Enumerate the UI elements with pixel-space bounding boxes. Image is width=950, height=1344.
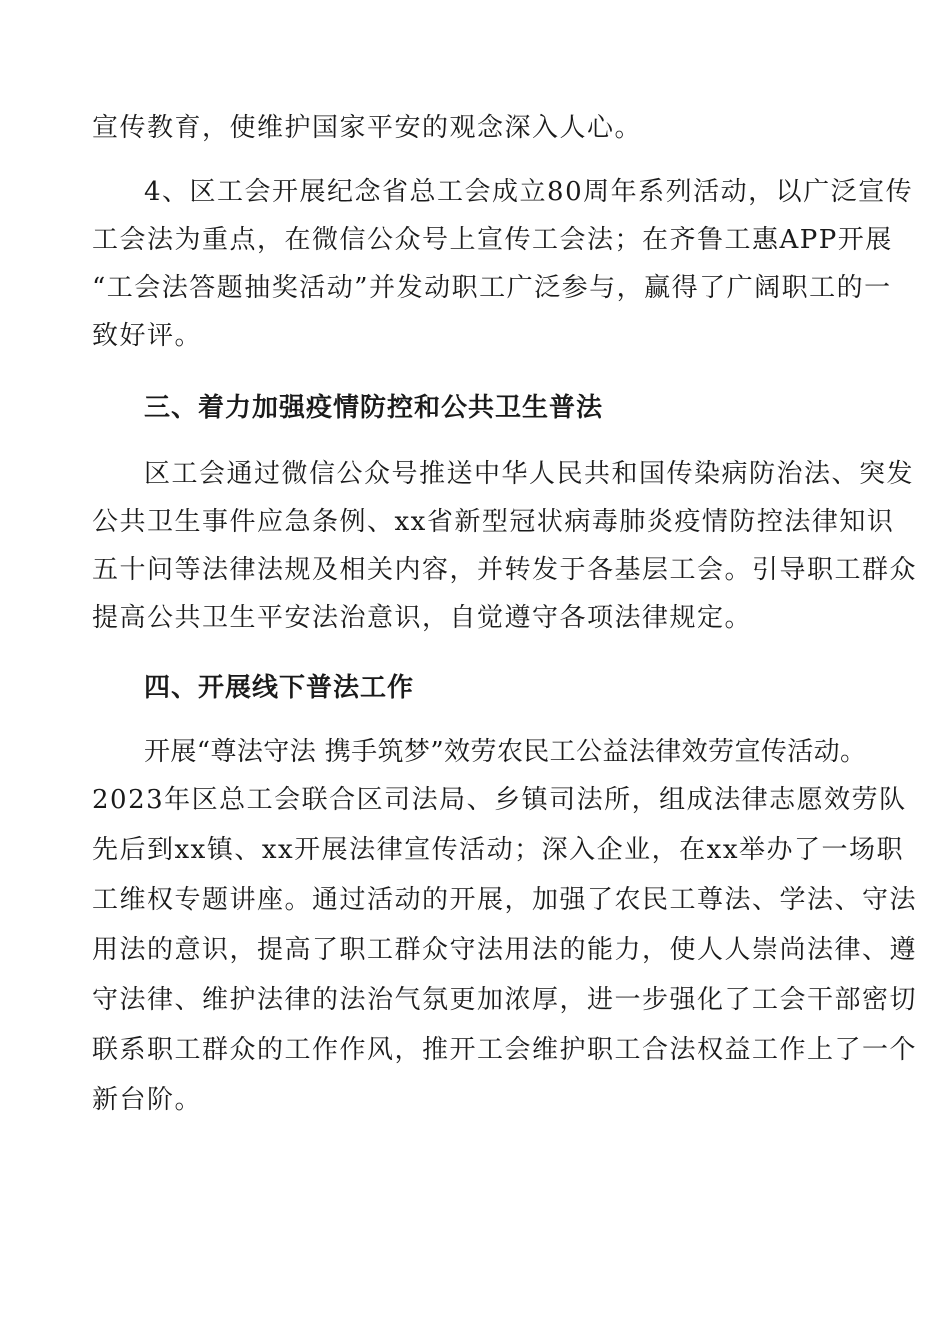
paragraph-line: “工会法答题抽奖活动”并发动职工广泛参与，赢得了广阔职工的一: [92, 273, 892, 303]
paragraph-line: 工维权专题讲座。通过活动的开展，加强了农民工尊法、学法、守法: [92, 885, 918, 915]
paragraph-line: 新台阶。: [92, 1085, 203, 1115]
paragraph-line: 用法的意识，提高了职工群众守法用法的能力，使人人崇尚法律、遵: [92, 935, 918, 965]
paragraph-line: 开展“尊法守法 携手筑梦”效劳农民工公益法律效劳宣传活动。: [144, 737, 867, 767]
paragraph-line: 提高公共卫生平安法治意识，自觉遵守各项法律规定。: [92, 603, 753, 633]
section-heading-4: 四、开展线下普法工作: [144, 673, 415, 703]
paragraph-line: 公共卫生事件应急条例、xx省新型冠状病毒肺炎疫情防控法律知识: [92, 507, 895, 537]
paragraph-line: 联系职工群众的工作作风，推开工会维护职工合法权益工作上了一个: [92, 1035, 918, 1065]
paragraph-line: 致好评。: [92, 321, 203, 351]
paragraph-line: 工会法为重点，在微信公众号上宣传工会法；在齐鲁工惠APP开展: [92, 225, 893, 255]
paragraph-line: 守法律、维护法律的法治气氛更加浓厚，进一步强化了工会干部密切: [92, 985, 918, 1015]
section-heading-3: 三、着力加强疫情防控和公共卫生普法: [144, 393, 604, 423]
paragraph-line: 先后到xx镇、xx开展法律宣传活动；深入企业，在xx举办了一场职: [92, 835, 904, 865]
paragraph-line: 区工会通过微信公众号推送中华人民共和国传染病防治法、突发: [144, 459, 915, 489]
paragraph-line: 4、区工会开展纪念省总工会成立80周年系列活动，以广泛宣传: [144, 177, 914, 207]
paragraph-line: 宣传教育，使维护国家平安的观念深入人心。: [92, 113, 643, 143]
paragraph-line: 2023年区总工会联合区司法局、乡镇司法所，组成法律志愿效劳队: [92, 785, 907, 815]
paragraph-line: 五十问等法律法规及相关内容，并转发于各基层工会。引导职工群众: [92, 555, 918, 585]
